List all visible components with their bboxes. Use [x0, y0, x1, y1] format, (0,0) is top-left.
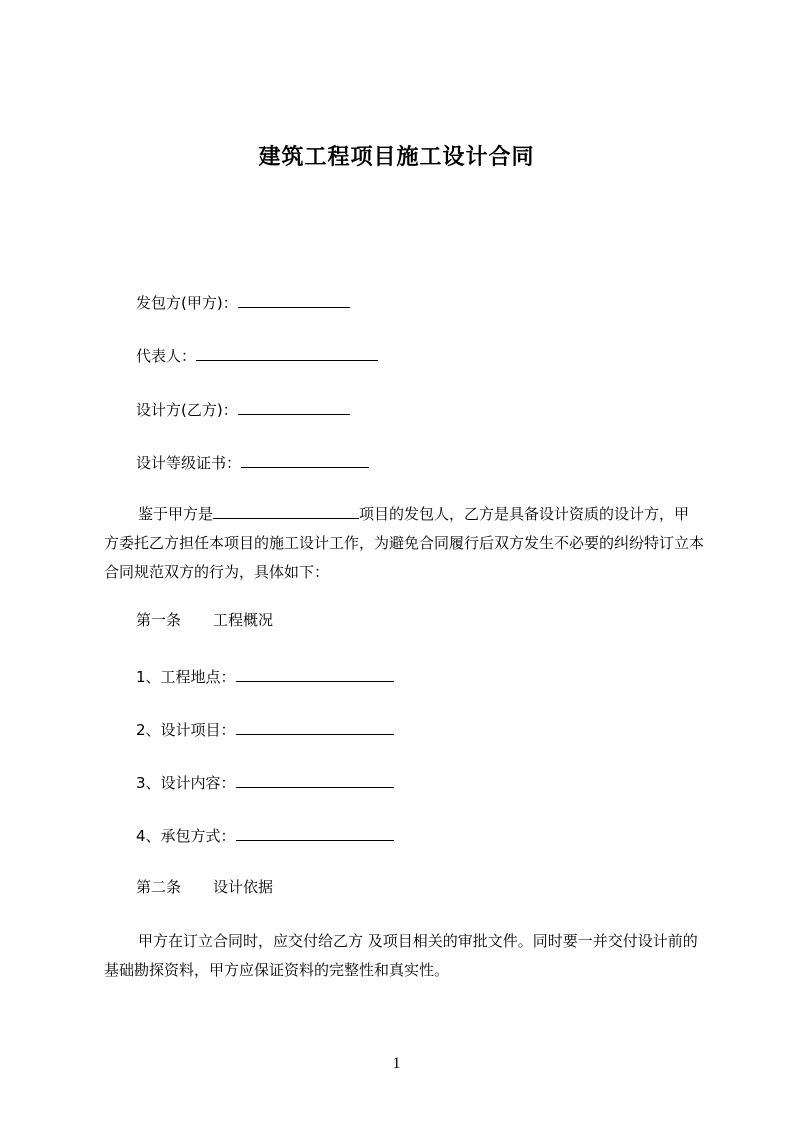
intro-part2: 项目的发包人，乙方是具备设计资质的设计方，甲方委托乙方担任本项目的施工设计工作，为避免合同履行后双方发生不必要的纠纷特订立本合同规范双方的行为，具体如下：: [104, 505, 705, 581]
article-2-number: 第二条: [136, 878, 182, 896]
document-title: 建筑工程项目施工设计合同: [258, 145, 535, 170]
item-label: 4、承包方式：: [136, 827, 236, 845]
article-1-item-content: [136, 771, 394, 793]
article-1-item-location: [136, 665, 394, 687]
article-1-item-project: [136, 718, 394, 740]
certificate-label: 设计等级证书：: [136, 454, 242, 472]
representative-field: [136, 344, 378, 366]
item-label: 3、设计内容：: [136, 774, 236, 792]
party-a-field: [136, 291, 350, 313]
item-label: 1、工程地点：: [136, 668, 236, 686]
party-b-label: 设计方(乙方)：: [136, 401, 238, 419]
article-1-heading: [136, 610, 273, 630]
party-b-blank: [238, 398, 350, 415]
page-number: 1: [392, 1055, 401, 1072]
article-1-item-contract-type: [136, 824, 394, 846]
party-a-label: 发包方(甲方)：: [136, 294, 238, 312]
item-label: 2、设计项目：: [136, 721, 236, 739]
party-b-field: [136, 398, 350, 420]
project-name-blank: [213, 502, 359, 519]
article-2-title: 设计依据: [213, 878, 274, 896]
item-blank: [236, 824, 394, 841]
item-blank: [236, 665, 394, 682]
article-2-heading: [136, 877, 273, 897]
intro-paragraph: [104, 500, 704, 587]
intro-part1: 鉴于甲方是: [138, 505, 214, 523]
item-blank: [236, 771, 394, 788]
item-blank: [236, 718, 394, 735]
article-1-number: 第一条: [136, 611, 182, 629]
article-1-title: 工程概况: [213, 611, 274, 629]
certificate-field: [136, 451, 369, 473]
party-a-blank: [238, 291, 350, 308]
article-2-paragraph: 甲方在订立合同时，应交付给乙方 及项目相关的审批文件。同时要一并交付设计前的基础勘探资料，甲方应保证资料的完整性和真实性。: [104, 932, 698, 979]
certificate-blank: [241, 451, 369, 468]
representative-label: 代表人：: [136, 347, 197, 365]
representative-blank: [196, 344, 378, 361]
